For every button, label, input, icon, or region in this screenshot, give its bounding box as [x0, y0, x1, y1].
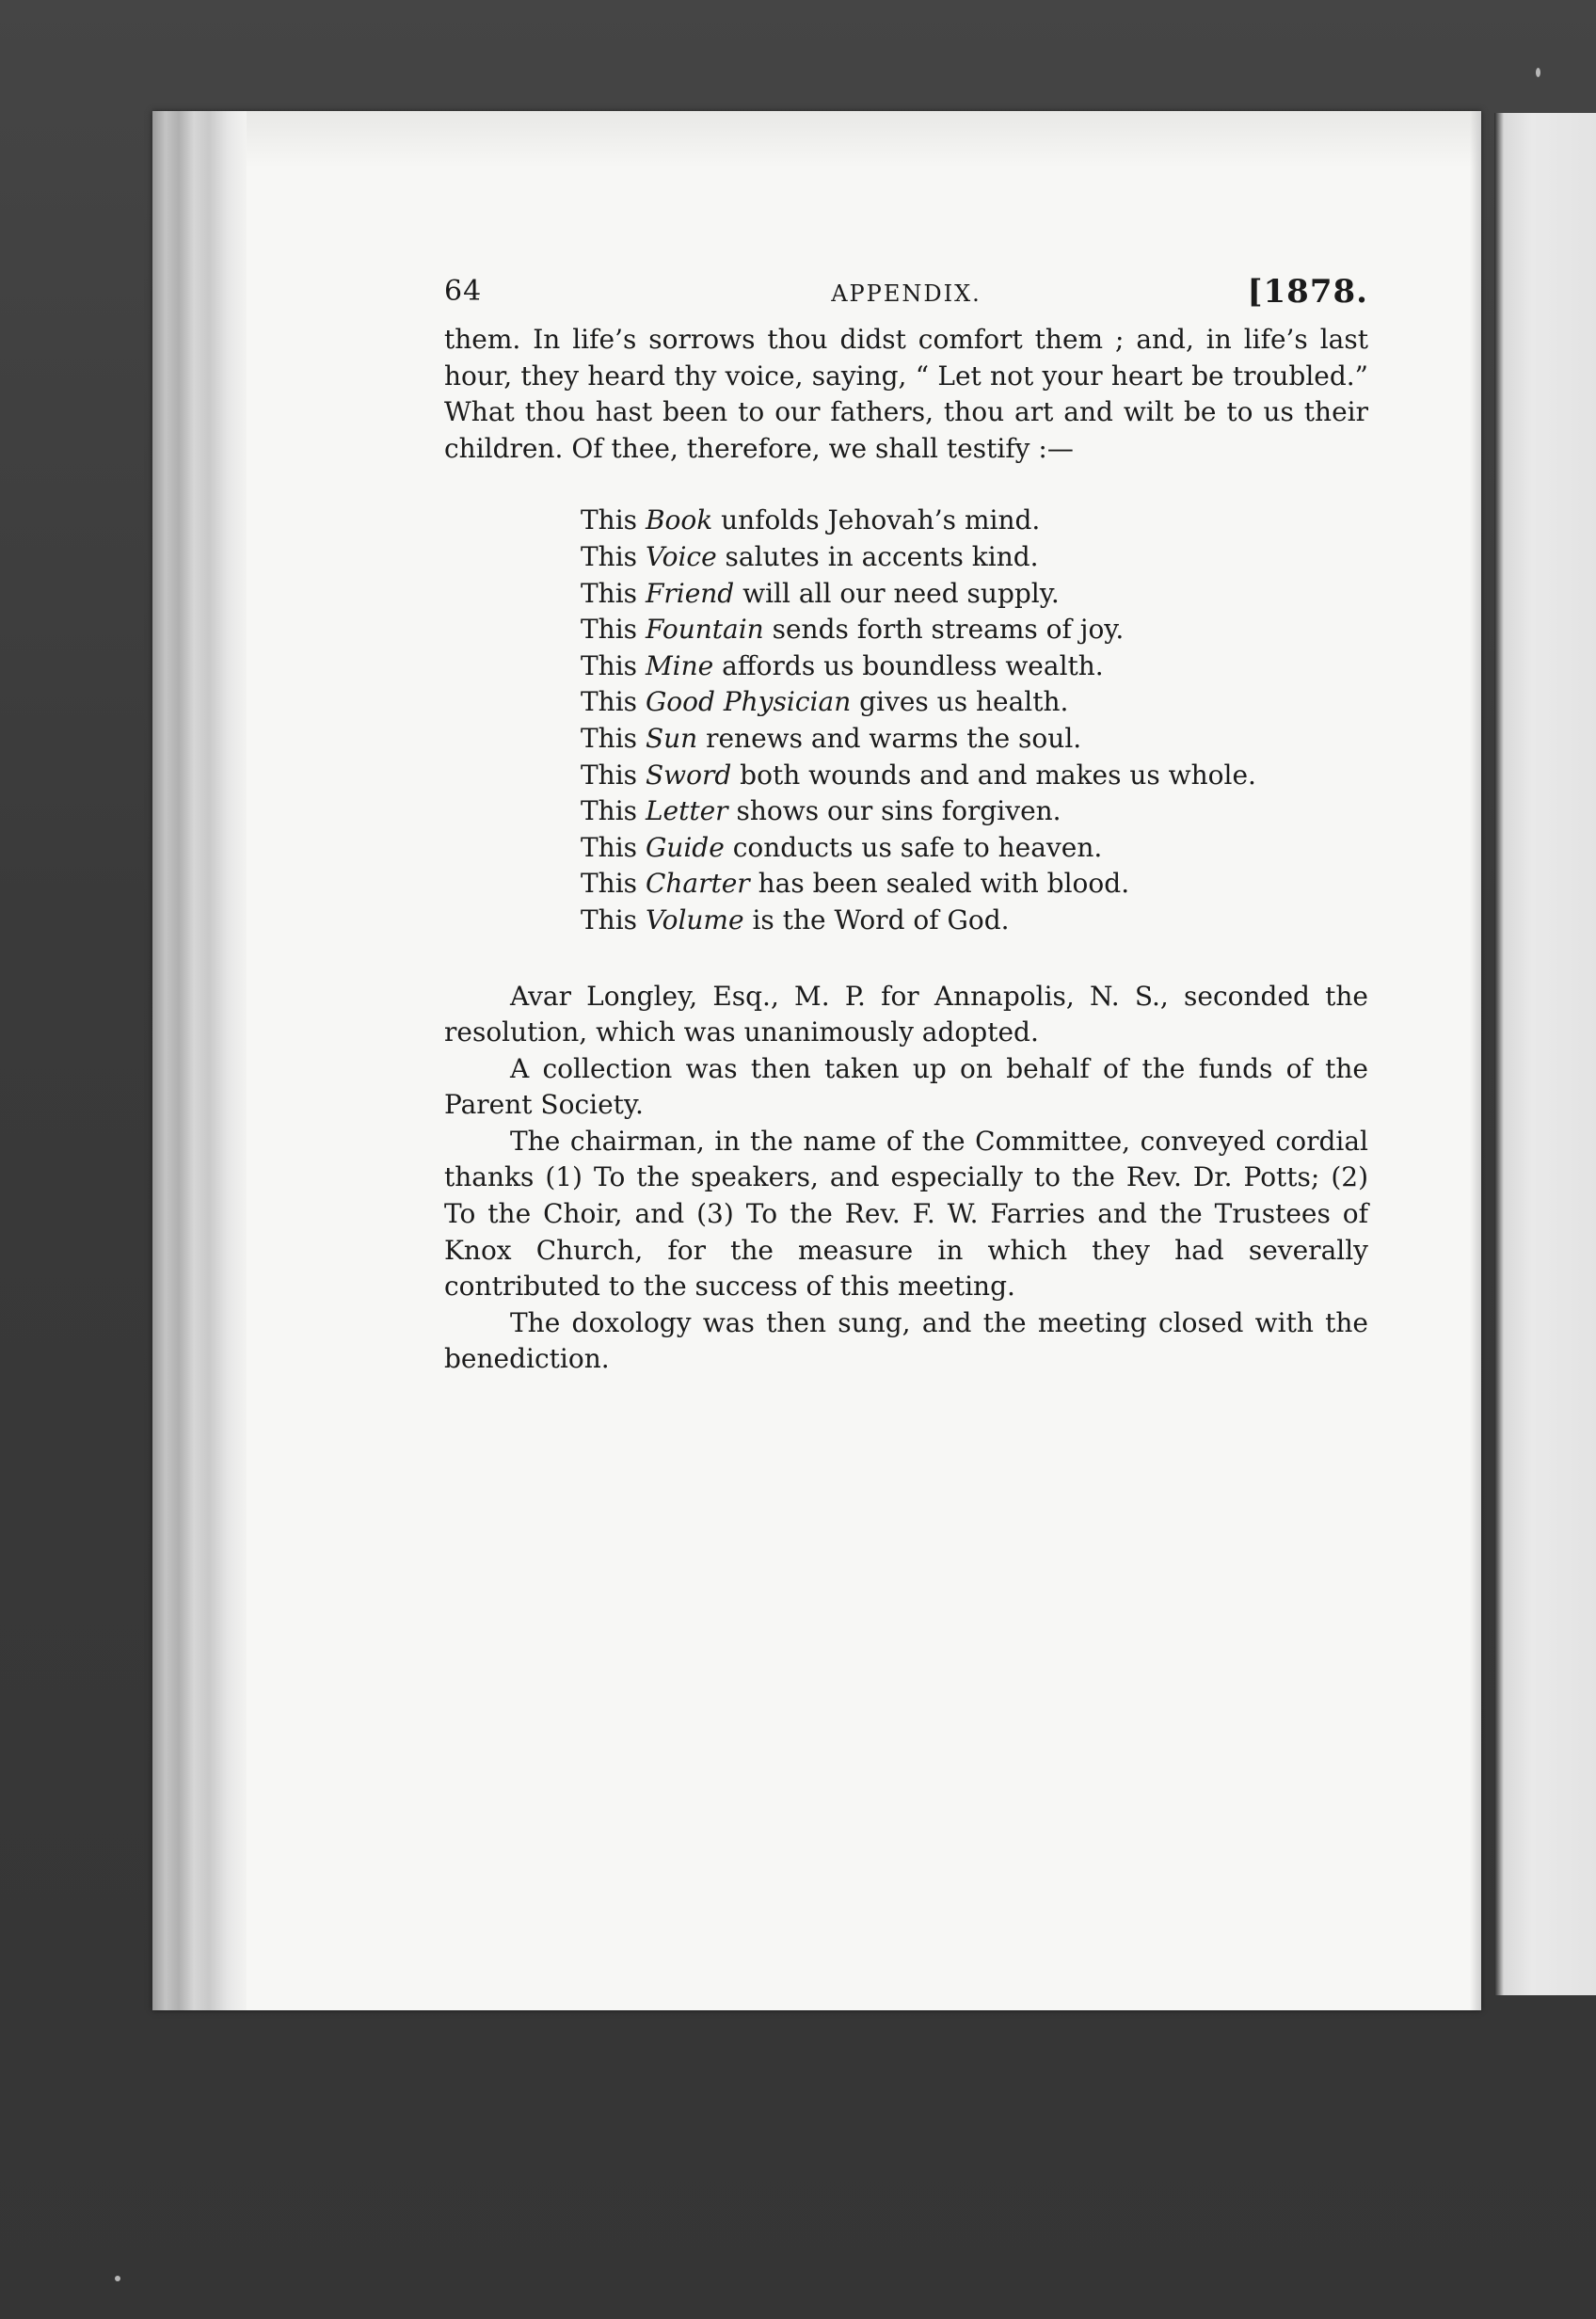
- poem-line: [581, 903, 1368, 939]
- poem-line-prefix: This: [581, 540, 646, 572]
- poem: [581, 503, 1368, 938]
- page-gutter: [1470, 111, 1481, 2010]
- poem-line-rest: renews and warms the soul.: [697, 722, 1082, 754]
- poem-line-emphasis: Letter: [645, 795, 728, 827]
- poem-line-rest: has been sealed with blood.: [749, 868, 1130, 900]
- poem-line-rest: both wounds and and makes us whole.: [731, 759, 1256, 791]
- poem-line: [581, 684, 1368, 721]
- poem-line: [581, 793, 1368, 830]
- poem-line-emphasis: Book: [645, 504, 713, 536]
- dust-speck: [115, 2276, 120, 2281]
- poem-line-emphasis: Sun: [645, 722, 698, 754]
- poem-line-prefix: This: [581, 759, 646, 791]
- poem-line: [581, 866, 1368, 903]
- poem-line-prefix: This: [581, 904, 646, 936]
- poem-line: [581, 539, 1368, 576]
- poem-line-emphasis: Charter: [645, 868, 750, 900]
- running-head-year: [1878.: [1247, 273, 1368, 311]
- poem-line-rest: shows our sins forgiven.: [727, 795, 1061, 827]
- poem-line-prefix: This: [581, 686, 646, 718]
- poem-line-emphasis: Mine: [645, 649, 714, 681]
- poem-line-prefix: This: [581, 649, 646, 681]
- poem-line-rest: sends forth streams of joy.: [763, 614, 1125, 646]
- adjacent-page-edge: [1494, 113, 1596, 1995]
- poem-line-prefix: This: [581, 868, 646, 900]
- poem-line-emphasis: Voice: [645, 540, 717, 572]
- poem-line-emphasis: Sword: [645, 759, 732, 791]
- poem-line-rest: is the Word of God.: [743, 904, 1010, 936]
- poem-line-prefix: This: [581, 614, 646, 646]
- poem-line-rest: will all our need supply.: [734, 577, 1060, 609]
- paragraph-seconded: Avar Longley, Esq., M. P. for Annapolis, N. S., seconded the resolution, which was unanimously adopted.: [444, 980, 1368, 1048]
- text-block: [444, 273, 1368, 1378]
- paragraph-doxology: The doxology was then sung, and the meeting closed with the benediction.: [444, 1306, 1368, 1375]
- section-title: APPENDIX.: [831, 280, 982, 307]
- poem-line: [581, 830, 1368, 867]
- poem-line-emphasis: Friend: [645, 577, 735, 609]
- poem-line-emphasis: Guide: [645, 831, 725, 863]
- poem-line: [581, 503, 1368, 539]
- poem-line-emphasis: Good Physician: [645, 686, 852, 718]
- page-stack-edge: [152, 111, 247, 2010]
- poem-line-rest: unfolds Jehovah’s mind.: [712, 504, 1041, 536]
- paragraph-collection: A collection was then taken up on behalf of the funds of the Parent Society.: [444, 1052, 1368, 1121]
- poem-line: [581, 576, 1368, 613]
- poem-line-rest: salutes in accents kind.: [716, 540, 1039, 572]
- page-number: 64: [444, 275, 483, 308]
- page-top-shade: [247, 111, 1481, 168]
- poem-line-prefix: This: [581, 722, 646, 754]
- poem-line-rest: affords us boundless wealth.: [713, 649, 1104, 681]
- poem-line-prefix: This: [581, 504, 646, 536]
- poem-line-emphasis: Fountain: [645, 614, 764, 646]
- poem-line: [581, 721, 1368, 758]
- poem-line-rest: conducts us safe to heaven.: [724, 831, 1103, 863]
- dust-speck: [1536, 68, 1540, 77]
- poem-line: [581, 612, 1368, 648]
- poem-line-rest: gives us health.: [851, 686, 1069, 718]
- intro-paragraph: them. In life’s sorrows thou didst comfort them ; and, in life’s last hour, they heard thy voice, saying, “ Let not your heart be troubled.” What thou hast been to our fathers, thou art and wilt be to us their children. Of thee, therefore, we shall testify :—: [444, 324, 1368, 464]
- poem-line-prefix: This: [581, 795, 646, 827]
- paragraph-thanks: The chairman, in the name of the Committee, conveyed cordial thanks (1) To the speakers, and especially to the Rev. Dr. Potts; (2) To the Choir, and (3) To the Rev. F. W. Farries and the Trustees of Knox Church, for the measure in which they had severally contributed to the success of this meeting.: [444, 1125, 1368, 1303]
- poem-line: [581, 758, 1368, 794]
- poem-line-emphasis: Volume: [645, 904, 744, 936]
- poem-line-prefix: This: [581, 577, 646, 609]
- running-head: [444, 273, 1368, 322]
- poem-line-prefix: This: [581, 831, 646, 863]
- poem-line: [581, 648, 1368, 685]
